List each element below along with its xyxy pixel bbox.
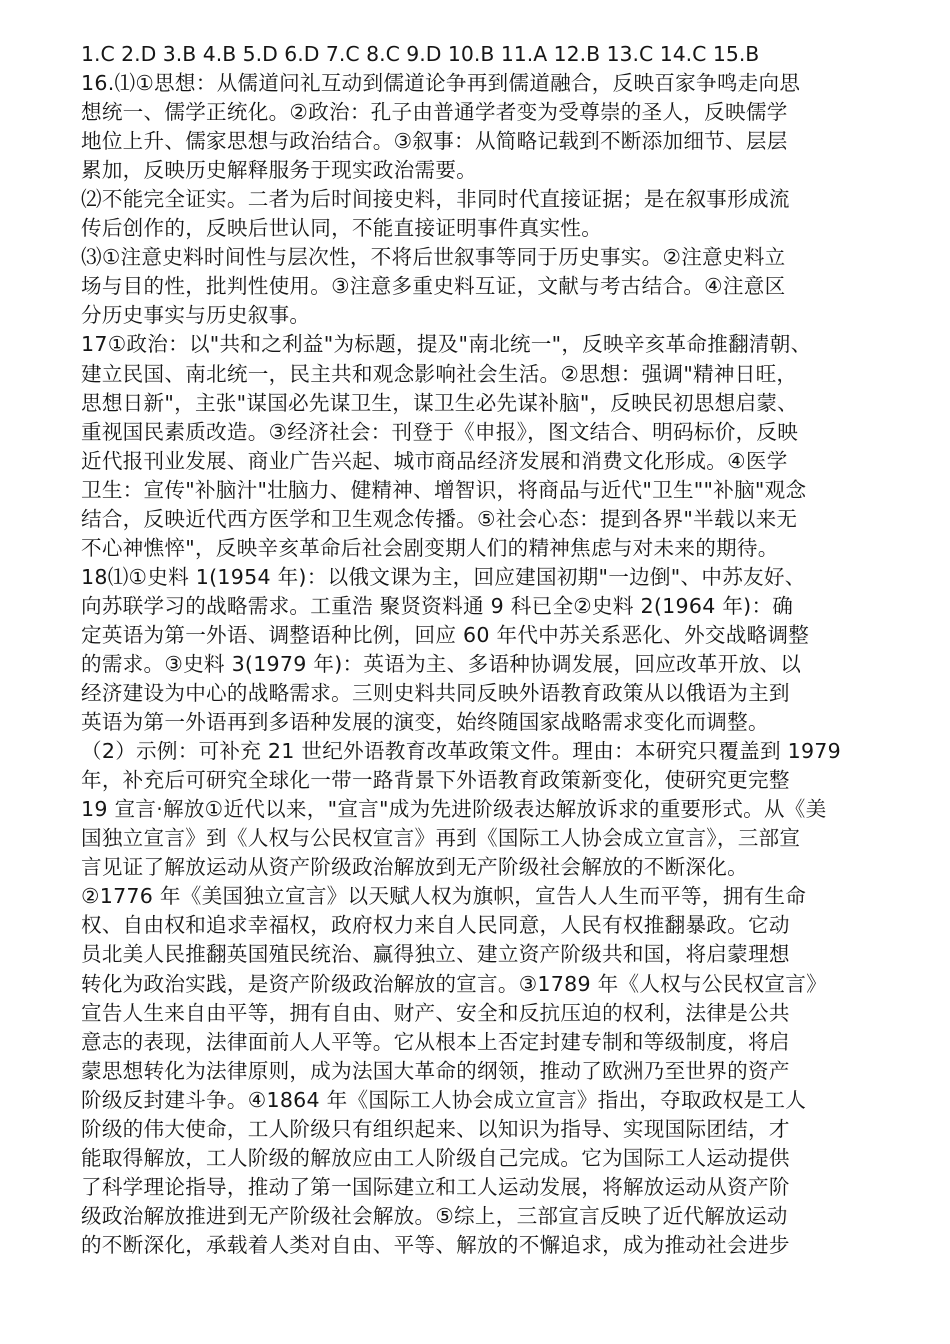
text-line: 级政治解放推进到无产阶级社会解放。⑤综上，三部宣言反映了近代解放运动 <box>81 1203 788 1228</box>
text-line: 经济建设为中心的战略需求。三则史料共同反映外语教育政策从以俄语为主到 <box>81 681 790 706</box>
text-line: 卫生：宣传"补脑汁"壮脑力、健精神、增智识，将商品与近代"卫生""补脑"观念 <box>81 477 807 502</box>
text-line: ②1776 年《美国独立宣言》以天赋人权为旗帜，宣告人人生而平等，拥有生命 <box>81 884 807 909</box>
text-line: 权、自由权和追求幸福权，政府权力来自人民同意，人民有权推翻暴政。它动 <box>81 913 790 938</box>
text-line: 意志的表现，法律面前人人平等。它从根本上否定封建专制和等级制度，将启 <box>81 1029 790 1054</box>
text-line: 重视国民素质改造。③经济社会：刊登于《申报》，图文结合、明码标价，反映 <box>81 419 799 444</box>
text-line: 18⑴①史料 1(1954 年)：以俄文课为主，回应建国初期"一边倒"、中苏友好、 <box>81 564 806 589</box>
text-line: 阶级的伟大使命，工人阶级只有组织起来、以知识为指导、实现国际团结，才 <box>81 1116 790 1141</box>
text-line: 建立民国、南北统一，民主共和观念影响社会生活。②思想：强调"精神日旺， <box>81 361 798 386</box>
text-line: 的需求。③史料 3(1979 年)：英语为主、多语种协调发展，回应改革开放、以 <box>81 651 802 676</box>
text-line: 英语为第一外语再到多语种发展的演变，始终随国家战略需求变化而调整。 <box>81 710 769 735</box>
text-line: 地位上升、儒家思想与政治结合。③叙事：从简略记载到不断添加细节、层层 <box>81 129 788 154</box>
text-line: 了科学理论指导，推动了第一国际建立和工人运动发展，将解放运动从资产阶 <box>81 1174 790 1199</box>
text-line: 结合，反映近代西方医学和卫生观念传播。⑤社会心态：提到各界"半载以来无 <box>81 506 798 531</box>
text-line: 定英语为第一外语、调整语种比例，回应 60 年代中苏关系恶化、外交战略调整 <box>81 622 810 647</box>
text-line: 17①政治：以"共和之利益"为标题，提及"南北统一"，反映辛亥革命推翻清朝、 <box>81 332 812 357</box>
text-line: 阶级反封建斗争。④1864 年《国际工人协会成立宣言》指出，夺取政权是工人 <box>81 1087 807 1112</box>
text-line: 宣告人生来自由平等，拥有自由、财产、安全和反抗压迫的权利，法律是公共 <box>81 1000 790 1025</box>
text-line: 16.⑴①思想：从儒道问礼互动到儒道论争再到儒道融合，反映百家争鸣走向思 <box>81 71 801 96</box>
text-line: ⑵不能完全证实。二者为后时间接史料，非同时代直接证据；是在叙事形成流 <box>81 187 790 212</box>
text-line: 传后创作的，反映后世认同，不能直接证明事件真实性。 <box>81 216 603 241</box>
text-line: 累加，反映历史解释服务于现实政治需要。 <box>81 158 478 183</box>
text-line: 年，补充后可研究全球化一带一路背景下外语教育政策新变化，使研究更完整 <box>81 768 790 793</box>
answer-key-line: 1.C 2.D 3.B 4.B 5.D 6.D 7.C 8.C 9.D 10.B 11.A 12.B 13.C 14.C 15.B <box>81 42 760 66</box>
text-line: 想统一、儒学正统化。②政治：孔子由普通学者变为受尊崇的圣人，反映儒学 <box>81 100 788 125</box>
text-line: 向苏联学习的战略需求。工重浩 聚贤资料通 9 科已全②史料 2(1964 年)：确 <box>81 593 794 618</box>
text-line: 思想日新"，主张"谋国必先谋卫生，谋卫生必先谋补脑"，反映民初思想启蒙、 <box>81 390 799 415</box>
text-line: 的不断深化，承载着人类对自由、平等、解放的不懈追求，成为推动社会进步 <box>81 1232 790 1257</box>
text-line: 19 宣言·解放①近代以来，"宣言"成为先进阶级表达解放诉求的重要形式。从《美 <box>81 797 827 822</box>
text-line: ⑶①注意史料时间性与层次性，不将后世叙事等同于历史事实。②注意史料立 <box>81 245 786 270</box>
text-line: 场与目的性，批判性使用。③注意多重史料互证，文献与考古结合。④注意区 <box>81 274 786 299</box>
text-line: （2）示例：可补充 21 世纪外语教育改革政策文件。理由：本研究只覆盖到 1979 <box>81 739 842 764</box>
text-line: 分历史事实与历史叙事。 <box>81 303 311 328</box>
text-line: 蒙思想转化为法律原则，成为法国大革命的纲领，推动了欧洲乃至世界的资产 <box>81 1058 790 1083</box>
text-line: 不心神憔悴"，反映辛亥革命后社会剧变期人们的精神焦虑与对未来的期待。 <box>81 535 779 560</box>
text-line: 言见证了解放运动从资产阶级政治解放到无产阶级社会解放的不断深化。 <box>81 855 748 880</box>
text-line: 转化为政治实践，是资产阶级政治解放的宣言。③1789 年《人权与公民权宣言》 <box>81 971 827 996</box>
text-line: 国独立宣言》到《人权与公民权宣言》再到《国际工人协会成立宣言》，三部宣 <box>81 826 801 851</box>
text-line: 近代报刊业发展、商业广告兴起、城市商品经济发展和消费文化形成。④医学 <box>81 448 788 473</box>
text-line: 能取得解放，工人阶级的解放应由工人阶级自己完成。它为国际工人运动提供 <box>81 1145 790 1170</box>
text-line: 员北美人民推翻英国殖民统治、赢得独立、建立资产阶级共和国，将启蒙理想 <box>81 942 790 967</box>
